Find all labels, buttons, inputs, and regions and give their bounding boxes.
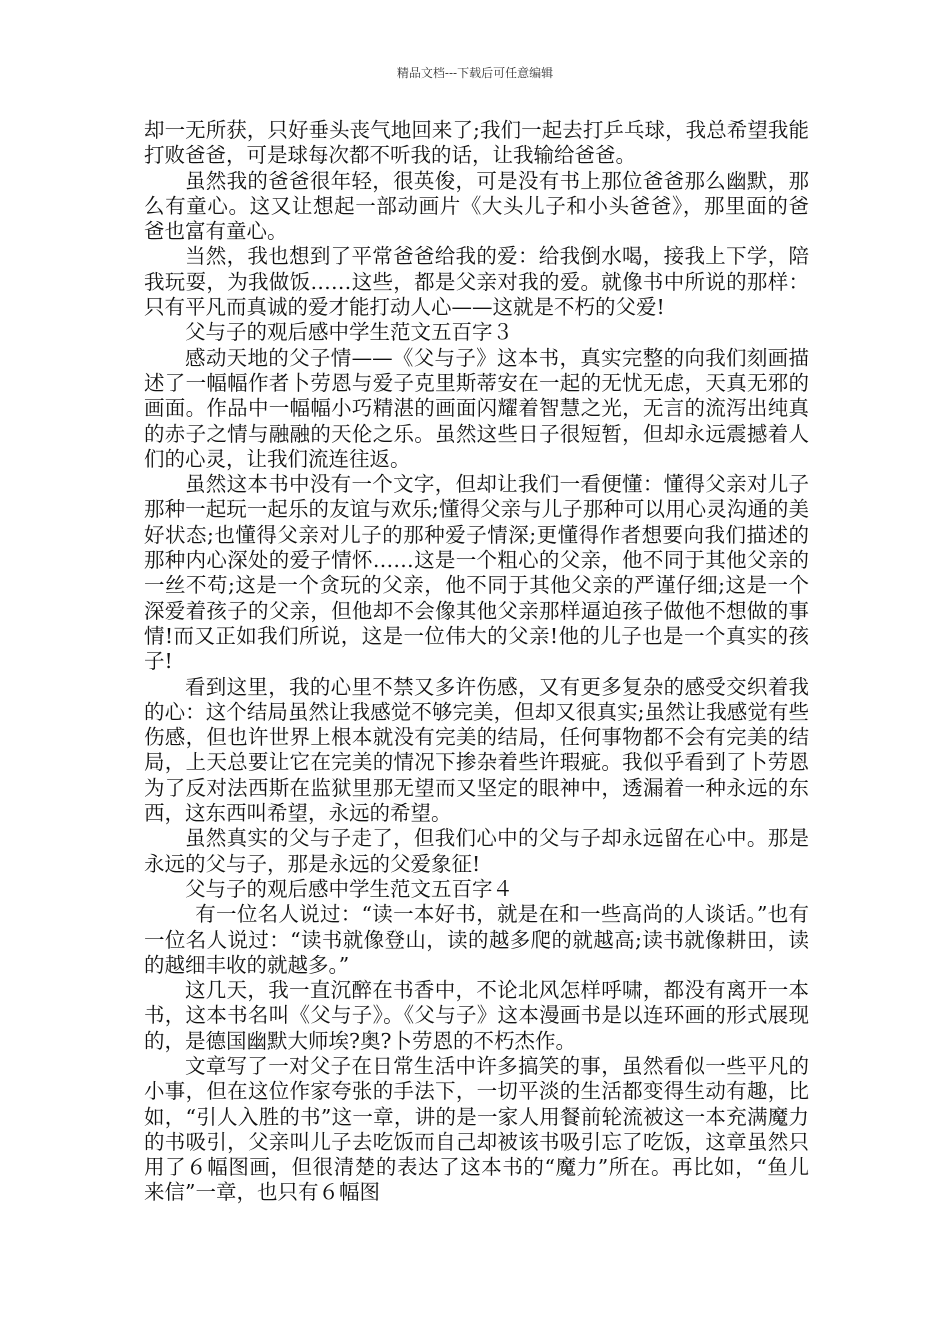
page-header: 精品文档---下载后可任意编辑 [396, 66, 554, 80]
paragraph: 有一位名人说过：“读一本好书，就是在和一些高尚的人谈话。”也有一位名人说过：“读书就像登山，读的越多爬的就越高;读书就像耕田，读的越细丰收的就越多。” [144, 902, 809, 977]
paragraph: 看到这里，我的心里不禁又多许伤感，又有更多复杂的感受交织着我的心：这个结局虽然让我感觉不够完美，但却又很真实;虽然让我感觉有些伤感，但也许世界上根本就没有完美的结局，任何事物都不会有完美的结局，上天总要让它在完美的情况下掺杂着些许瑕疵。我似乎看到了卜劳恩为了反对法西斯在监狱里那无望而又坚定的眼神中，透漏着一种永远的东西，这东西叫希望，永远的希望。 [144, 674, 809, 826]
paragraph: 却一无所获，只好垂头丧气地回来了;我们一起去打乒乓球，我总希望我能打败爸爸，可是球每次都不听我的话，让我输给爸爸。 [144, 118, 809, 168]
paragraph: 文章写了一对父子在日常生活中许多搞笑的事，虽然看似一些平凡的小事，但在这位作家夸张的手法下，一切平淡的生活都变得生动有趣，比如，“引人入胜的书”这一章，讲的是一家人用餐前轮流被这一本充满魔力的书吸引，父亲叫儿子去吃饭而自己却被该书吸引忘了吃饭，这章虽然只用了６幅图画，但很清楚的表达了这本书的“魔力”所在。再比如，“鱼儿来信”一章，也只有６幅图 [144, 1053, 809, 1205]
paragraph: 虽然真实的父与子走了，但我们心中的父与子却永远留在心中。那是永远的父与子，那是永远的父爱象征! [144, 826, 809, 876]
paragraph: 虽然这本书中没有一个文字，但却让我们一看便懂：懂得父亲对儿子那种一起玩一起乐的友谊与欢乐;懂得父亲与儿子那种可以用心灵沟通的美好状态;也懂得父亲对儿子的那种爱子情深;更懂得作者想要向我们描述的那种内心深处的爱子情怀……这是一个粗心的父亲，他不同于其他父亲的一丝不苟;这是一个贪玩的父亲，他不同于其他父亲的严谨仔细;这是一个深爱着孩子的父亲，但他却不会像其他父亲那样逼迫孩子做他不想做的事情!而又正如我们所说，这是一位伟大的父亲!他的儿子也是一个真实的孩子! [144, 472, 809, 674]
section-title: 父与子的观后感中学生范文五百字３ [185, 320, 513, 345]
paragraph: 当然，我也想到了平常爸爸给我的爱：给我倒水喝，接我上下学，陪我玩耍，为我做饭……这些，都是父亲对我的爱。就像书中所说的那样：只有平凡而真诚的爱才能打动人心——这就是不朽的父爱! [144, 244, 809, 320]
section-title: 父与子的观后感中学生范文五百字４ [185, 876, 513, 901]
paragraph: 虽然我的爸爸很年轻，很英俊，可是没有书上那位爸爸那么幽默，那么有童心。这又让想起一部动画片《大头儿子和小头爸爸》，那里面的爸爸也富有童心。 [144, 168, 809, 244]
paragraph: 这几天，我一直沉醉在书香中，不论北风怎样呼啸，都没有离开一本书，这本书名叫《父与子》。《父与子》这本漫画书是以连环画的形式展现的，是德国幽默大师埃?奥?卜劳恩的不朽杰作。 [144, 978, 809, 1053]
document-body [144, 118, 809, 1206]
paragraph: 感动天地的父子情——《父与子》这本书，真实完整的向我们刻画描述了一幅幅作者卜劳恩与爱子克里斯蒂安在一起的无忧无虑，天真无邪的画面。作品中一幅幅小巧精湛的画面闪耀着智慧之光，无言的流泻出纯真的赤子之情与融融的天伦之乐。虽然这些日子很短暂，但却永远震撼着人们的心灵，让我们流连往返。 [144, 345, 809, 471]
